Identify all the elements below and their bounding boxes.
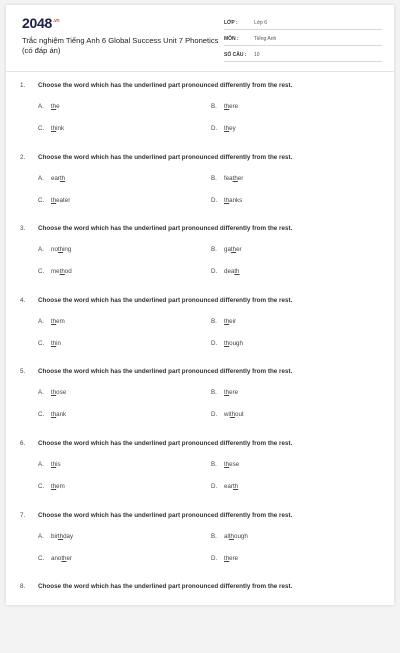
option-letter: B. — [211, 532, 217, 540]
option-letter: A. — [38, 246, 44, 254]
option-underlined-part: th — [224, 554, 230, 562]
question-number: 7. — [20, 511, 26, 519]
option-word-end: ey — [229, 125, 236, 132]
option-word-start: no — [51, 246, 58, 254]
answer-option[interactable] — [211, 268, 240, 275]
option-letter: D. — [211, 483, 218, 490]
option-letter: C. — [38, 196, 45, 204]
answer-option[interactable] — [211, 389, 238, 396]
option-letter: A. — [38, 174, 44, 182]
question-prompt — [20, 368, 292, 375]
answer-option[interactable] — [38, 175, 65, 182]
option-letter: A. — [38, 461, 44, 468]
question-prompt — [20, 154, 292, 161]
answer-option[interactable] — [211, 125, 236, 132]
option-letter: A. — [38, 317, 44, 325]
worksheet-meta — [224, 16, 382, 64]
option-letter: D. — [211, 411, 218, 419]
option-underlined-part: th — [59, 174, 66, 182]
question-prompt — [20, 440, 292, 447]
answer-option[interactable] — [38, 483, 65, 490]
question-text: Choose the word which has the underlined part pronounced differently from the rest. — [38, 82, 293, 89]
meta-key: MÔN : — [224, 35, 239, 42]
option-word-end: is — [56, 461, 61, 468]
option-letter: A. — [38, 389, 44, 397]
meta-value: Lớp 6 — [254, 19, 268, 26]
option-word-end: ere — [229, 103, 239, 110]
option-underlined-part: th — [232, 174, 238, 182]
option-word-end: ink — [56, 125, 65, 132]
option-letter: C. — [38, 483, 45, 490]
option-word-end: ese — [229, 461, 240, 468]
option-word-start: ear — [224, 483, 233, 490]
option-word-end: out — [235, 411, 244, 419]
option-underlined-part: th — [230, 246, 237, 254]
question-text: Choose the word which has the underlined part pronounced differently from the rest. — [38, 296, 293, 304]
option-word-end: em — [56, 317, 65, 325]
answer-option[interactable] — [211, 533, 248, 540]
answer-option[interactable] — [38, 389, 66, 396]
answer-option[interactable] — [38, 246, 71, 253]
option-letter: C. — [38, 339, 45, 347]
question-text: Choose the word which has the underlined part pronounced differently from the rest. — [38, 368, 293, 376]
answer-option[interactable] — [211, 340, 243, 347]
option-word-end: in — [56, 339, 61, 347]
question-prompt — [20, 82, 292, 89]
option-word-end: er — [236, 246, 242, 254]
option-underlined-part: th — [224, 339, 230, 347]
header-divider — [6, 71, 394, 72]
option-word-end: ough — [234, 532, 248, 540]
option-letter: D. — [211, 196, 218, 204]
meta-row-subject — [224, 32, 382, 46]
question-2 — [6, 154, 394, 224]
answer-option[interactable] — [38, 411, 66, 418]
option-letter: C. — [38, 554, 45, 562]
option-underlined-part: th — [224, 196, 230, 204]
worksheet-page — [6, 5, 394, 605]
option-underlined-part: th — [228, 532, 234, 540]
option-underlined-part: th — [57, 246, 64, 254]
question-3 — [6, 225, 394, 295]
option-underlined-part: th — [234, 268, 240, 276]
option-underlined-part: th — [51, 411, 57, 419]
question-text: Choose the word which has the underlined part pronounced differently from the rest. — [38, 511, 293, 519]
question-number: 1. — [20, 82, 26, 89]
option-underlined-part: th — [224, 461, 230, 468]
meta-key: SỐ CÂU : — [224, 51, 247, 58]
option-underlined-part: th — [51, 461, 57, 468]
option-word-start: dea — [224, 268, 235, 276]
option-letter: C. — [38, 411, 45, 419]
option-underlined-part: th — [224, 125, 230, 132]
question-text: Choose the word which has the underlined part pronounced differently from the rest. — [38, 153, 293, 161]
option-letter: D. — [211, 339, 218, 347]
question-number: 3. — [20, 225, 26, 233]
question-number: 5. — [20, 368, 26, 376]
option-word-end: anks — [229, 196, 243, 204]
option-underlined-part: th — [51, 389, 57, 397]
option-word-start: ear — [51, 174, 60, 182]
answer-option[interactable] — [211, 411, 244, 418]
answer-option[interactable] — [211, 246, 242, 253]
answer-option[interactable] — [38, 268, 72, 275]
meta-value: 10 — [254, 51, 260, 58]
meta-row-question-count — [224, 48, 382, 62]
option-word-end: e — [56, 103, 60, 110]
option-underlined-part: th — [51, 317, 57, 325]
answer-option[interactable] — [38, 197, 70, 204]
answer-option[interactable] — [38, 555, 72, 562]
option-word-end: eater — [56, 196, 71, 204]
option-underlined-part: th — [51, 483, 57, 490]
option-word-start: bir — [51, 532, 58, 540]
option-word-end: od — [64, 268, 72, 276]
option-letter: B. — [211, 317, 217, 325]
option-underlined-part: th — [224, 389, 230, 397]
question-7 — [6, 512, 394, 582]
answer-option[interactable] — [38, 533, 73, 540]
option-letter: C. — [38, 125, 45, 132]
answer-option[interactable] — [211, 461, 239, 468]
answer-option[interactable] — [38, 340, 61, 347]
option-word-end: ose — [56, 389, 67, 397]
question-number: 2. — [20, 153, 26, 161]
option-underlined-part: th — [224, 103, 230, 110]
option-word-end: day — [63, 532, 74, 540]
question-number: 4. — [20, 296, 26, 304]
question-text: Choose the word which has the underlined part pronounced differently from the rest. — [38, 225, 293, 233]
option-word-start: me — [51, 268, 60, 276]
question-text: Choose the word which has the underlined part pronounced differently from the rest. — [38, 583, 293, 591]
option-word-end: ing — [63, 246, 72, 254]
answer-option[interactable] — [211, 483, 238, 490]
option-letter: B. — [211, 461, 217, 468]
answer-option[interactable] — [211, 318, 236, 325]
option-word-end: er — [66, 554, 73, 562]
option-word-start: fea — [224, 174, 233, 182]
option-word-start: wi — [224, 411, 230, 419]
option-word-end: er — [237, 174, 244, 182]
option-letter: B. — [211, 389, 217, 397]
option-word-end: em — [56, 483, 65, 490]
option-underlined-part: th — [59, 268, 65, 276]
answer-option[interactable] — [38, 461, 61, 468]
option-underlined-part: th — [224, 317, 230, 325]
option-letter: B. — [211, 174, 217, 182]
option-letter: B. — [211, 246, 217, 254]
answer-option[interactable] — [211, 175, 243, 182]
answer-option[interactable] — [38, 125, 64, 132]
option-word-end: ere — [229, 554, 239, 562]
option-word-end: ere — [229, 389, 239, 397]
option-word-start: al — [224, 532, 229, 540]
question-prompt — [20, 297, 292, 304]
option-letter: B. — [211, 103, 217, 110]
question-prompt — [20, 583, 292, 590]
option-letter: A. — [38, 103, 44, 110]
worksheet-title — [22, 36, 244, 56]
answer-option[interactable] — [38, 103, 60, 110]
meta-key: LỚP : — [224, 19, 238, 26]
question-prompt — [20, 225, 292, 232]
answer-option[interactable] — [211, 103, 238, 110]
option-letter: D. — [211, 125, 218, 132]
question-prompt — [20, 512, 292, 519]
question-number: 6. — [20, 440, 26, 447]
meta-row-grade — [224, 16, 382, 30]
option-underlined-part: th — [51, 103, 57, 110]
option-underlined-part: th — [61, 554, 67, 562]
option-underlined-part: th — [51, 125, 57, 132]
answer-option[interactable] — [211, 197, 242, 204]
question-4 — [6, 297, 394, 367]
meta-value: Tiếng Anh — [254, 35, 277, 42]
option-underlined-part: th — [51, 339, 57, 347]
option-word-start: ano — [51, 554, 62, 562]
question-6 — [6, 440, 394, 510]
option-letter: D. — [211, 268, 218, 276]
option-word-end: eir — [229, 317, 237, 325]
title-line-1: Trắc nghiệm Tiếng Anh 6 Global Success Unit 7 Phonetics — [22, 36, 219, 45]
question-8 — [6, 583, 394, 653]
option-word-start: ga — [224, 246, 231, 254]
question-1 — [6, 82, 394, 152]
option-letter: C. — [38, 268, 45, 276]
option-word-end: ough — [229, 339, 243, 347]
site-logo[interactable]: $2048^{.vn}$ — [22, 15, 60, 31]
option-letter: A. — [38, 532, 44, 540]
question-5 — [6, 368, 394, 438]
option-underlined-part: th — [229, 411, 236, 419]
answer-option[interactable] — [211, 555, 238, 562]
option-word-end: ank — [56, 411, 67, 419]
option-underlined-part: th — [57, 532, 64, 540]
option-underlined-part: th — [51, 196, 57, 204]
answer-option[interactable] — [38, 318, 65, 325]
option-letter: D. — [211, 554, 218, 562]
title-line-2: (có đáp án) — [22, 46, 61, 55]
question-text: Choose the word which has the underlined part pronounced differently from the rest. — [38, 440, 293, 447]
option-underlined-part: th — [232, 483, 239, 490]
worksheet-header — [6, 5, 394, 71]
question-number: 8. — [20, 583, 26, 591]
